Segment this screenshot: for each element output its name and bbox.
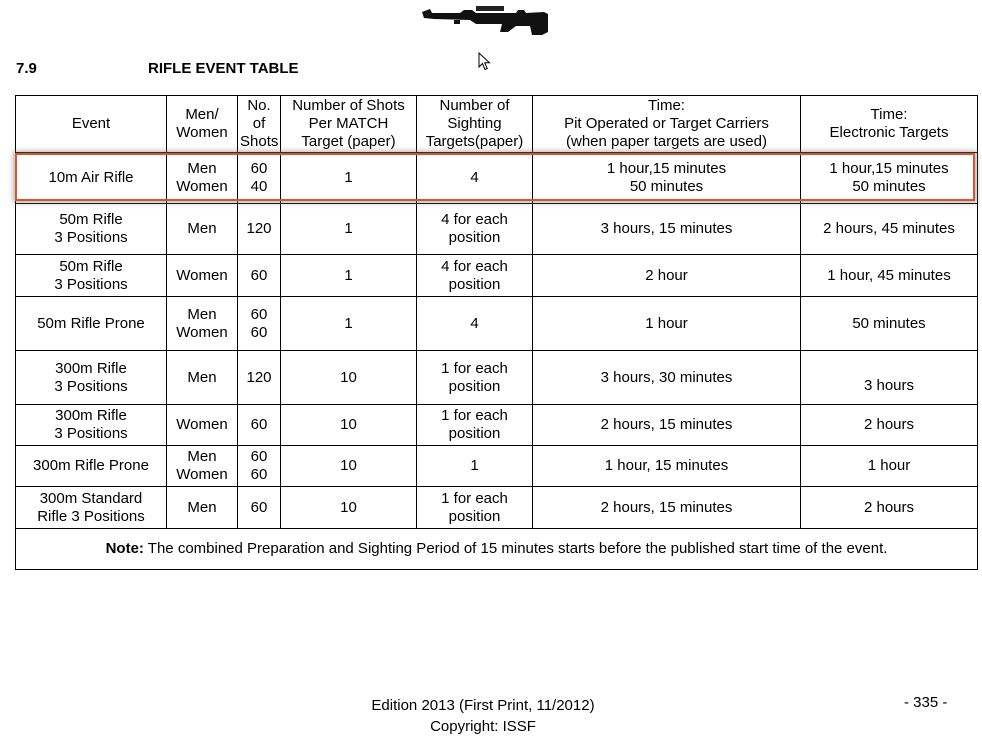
per-target-cell: 10 — [281, 487, 417, 529]
note-cell — [16, 529, 978, 570]
event-cell: 10m Air Rifle — [16, 153, 167, 204]
table-row — [16, 153, 978, 204]
mouse-pointer-icon — [478, 52, 492, 72]
header-event: Event — [16, 96, 167, 153]
shots-cell: 60 60 — [238, 297, 281, 351]
sighting-cell: 4 — [417, 153, 533, 204]
shots-cell: 60 — [238, 255, 281, 297]
gender-cell: Men Women — [167, 153, 238, 204]
header-pit-time: Time: Pit Operated or Target Carriers (when paper targets are used) — [533, 96, 801, 153]
shots-cell: 60 — [238, 405, 281, 446]
page-number: - 335 - — [904, 694, 948, 711]
note-label: Note: — [105, 540, 144, 557]
header-sighting-targets: Number of Sighting Targets(paper) — [417, 96, 533, 153]
header-no-of-shots: No. of Shots — [238, 96, 281, 153]
section-title: RIFLE EVENT TABLE — [148, 60, 299, 77]
pit-time-cell: 2 hour — [533, 255, 801, 297]
event-cell: 300m Rifle 3 Positions — [16, 405, 167, 446]
pit-time-cell: 3 hours, 15 minutes — [533, 204, 801, 255]
electronic-time-cell: 3 hours — [801, 351, 978, 405]
pit-time-cell: 2 hours, 15 minutes — [533, 487, 801, 529]
shots-cell: 60 — [238, 487, 281, 529]
electronic-time-cell: 1 hour,15 minutes 50 minutes — [801, 153, 978, 204]
per-target-cell: 10 — [281, 405, 417, 446]
table-row — [16, 405, 978, 446]
per-target-cell: 1 — [281, 255, 417, 297]
gender-cell: Men — [167, 351, 238, 405]
shots-cell: 120 — [238, 204, 281, 255]
table-row — [16, 204, 978, 255]
event-cell: 300m Rifle 3 Positions — [16, 351, 167, 405]
pit-time-cell: 1 hour, 15 minutes — [533, 446, 801, 487]
event-cell: 50m Rifle 3 Positions — [16, 255, 167, 297]
gender-cell: Men — [167, 204, 238, 255]
shots-cell: 120 — [238, 351, 281, 405]
event-cell: 50m Rifle Prone — [16, 297, 167, 351]
pit-time-cell: 3 hours, 30 minutes — [533, 351, 801, 405]
sighting-cell: 4 for each position — [417, 204, 533, 255]
table-row — [16, 446, 978, 487]
per-target-cell: 10 — [281, 351, 417, 405]
footer-copyright: Copyright: ISSF — [430, 718, 536, 735]
electronic-time-cell: 2 hours — [801, 487, 978, 529]
sighting-cell: 1 for each position — [417, 405, 533, 446]
electronic-time-cell: 50 minutes — [801, 297, 978, 351]
header-men-women: Men/ Women — [167, 96, 238, 153]
per-target-cell: 1 — [281, 153, 417, 204]
rifle-image — [420, 4, 550, 38]
gender-cell: Men Women — [167, 297, 238, 351]
sighting-cell: 4 for each position — [417, 255, 533, 297]
rifle-event-table — [15, 95, 978, 570]
note-text: The combined Preparation and Sighting Period of 15 minutes starts before the published start time of the event. — [143, 540, 888, 557]
event-cell: 300m Rifle Prone — [16, 446, 167, 487]
event-cell: 300m Standard Rifle 3 Positions — [16, 487, 167, 529]
per-target-cell: 10 — [281, 446, 417, 487]
table-row — [16, 487, 978, 529]
table-row — [16, 351, 978, 405]
sighting-cell: 1 for each position — [417, 351, 533, 405]
shots-cell: 60 40 — [238, 153, 281, 204]
section-number: 7.9 — [16, 60, 37, 77]
electronic-time-cell: 2 hours, 45 minutes — [801, 204, 978, 255]
footer-edition: Edition 2013 (First Print, 11/2012) — [371, 697, 595, 714]
sighting-cell: 4 — [417, 297, 533, 351]
table-header-row — [16, 96, 978, 153]
gender-cell: Men — [167, 487, 238, 529]
event-cell: 50m Rifle 3 Positions — [16, 204, 167, 255]
per-target-cell: 1 — [281, 204, 417, 255]
shots-cell: 60 60 — [238, 446, 281, 487]
electronic-time-cell: 2 hours — [801, 405, 978, 446]
pit-time-cell: 1 hour,15 minutes 50 minutes — [533, 153, 801, 204]
gender-cell: Women — [167, 405, 238, 446]
sighting-cell: 1 for each position — [417, 487, 533, 529]
pit-time-cell: 1 hour — [533, 297, 801, 351]
pit-time-cell: 2 hours, 15 minutes — [533, 405, 801, 446]
table-row — [16, 255, 978, 297]
header-electronic-time: Time: Electronic Targets — [801, 96, 978, 153]
electronic-time-cell: 1 hour — [801, 446, 978, 487]
header-shots-per-target: Number of Shots Per MATCH Target (paper) — [281, 96, 417, 153]
table-row — [16, 297, 978, 351]
gender-cell: Women — [167, 255, 238, 297]
sighting-cell: 1 — [417, 446, 533, 487]
electronic-time-cell: 1 hour, 45 minutes — [801, 255, 978, 297]
note-row — [16, 529, 978, 570]
gender-cell: Men Women — [167, 446, 238, 487]
per-target-cell: 1 — [281, 297, 417, 351]
